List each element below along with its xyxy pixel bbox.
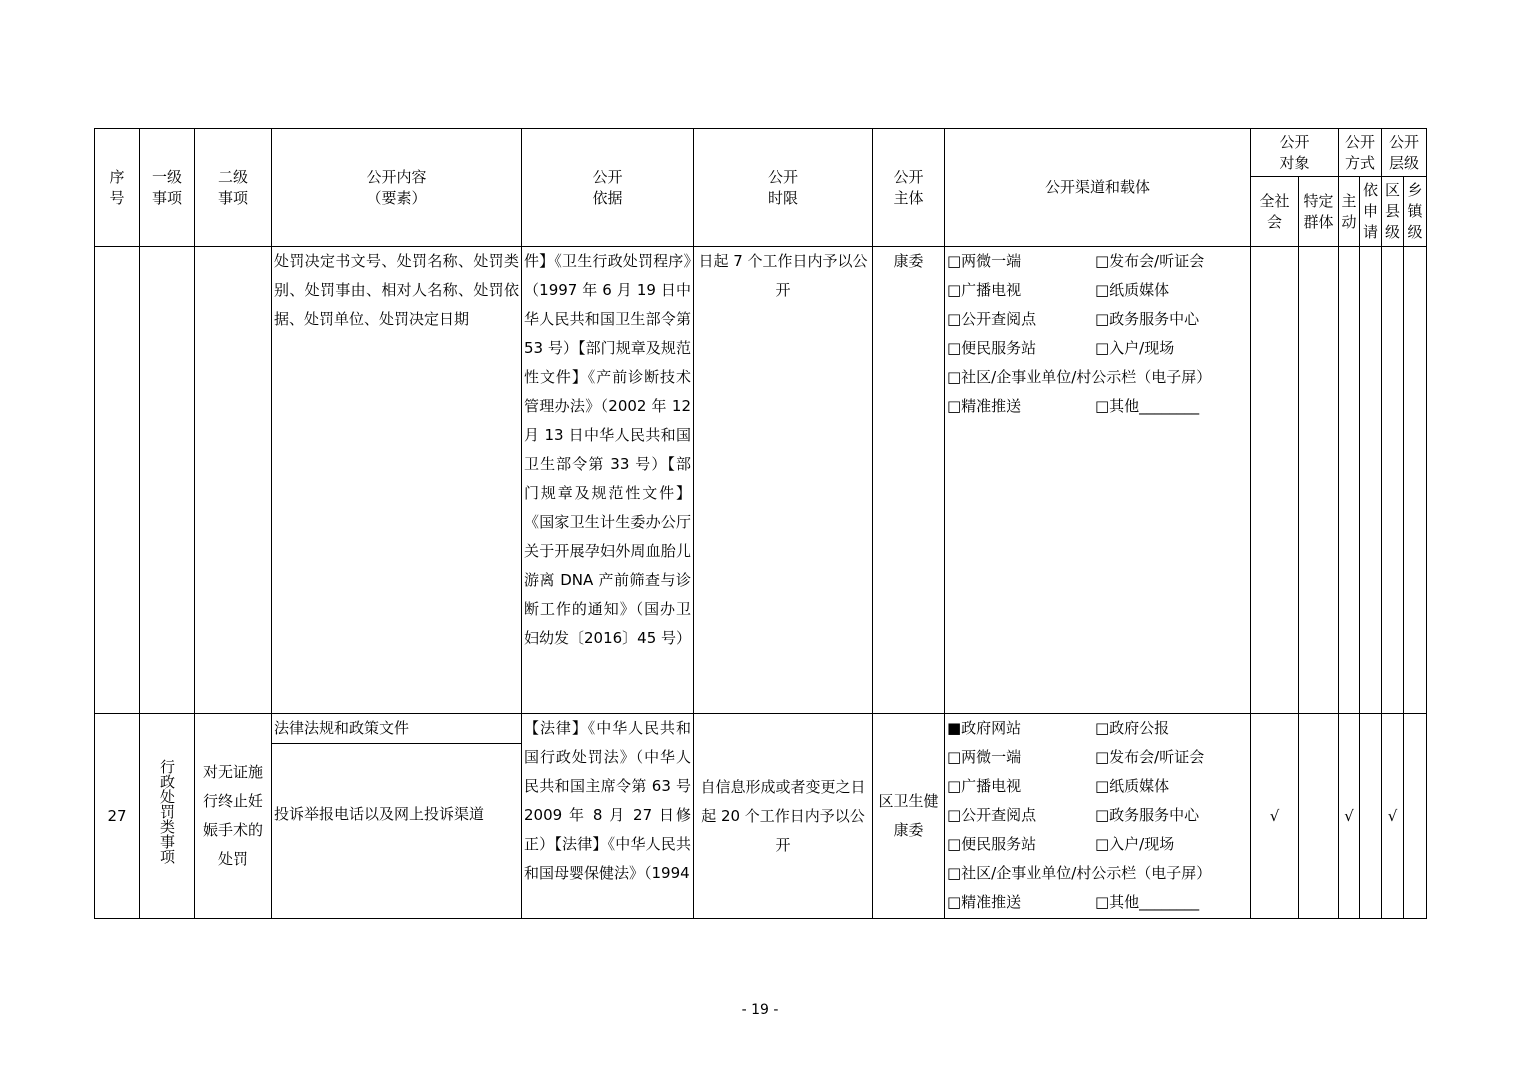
header-basis: 公开依据 [522,129,694,247]
cell-basis: 【法律】《中华人民共和国行政处罚法》（中华人民共和国主席令第 63 号 2009 年 8 月 27 日修正）【法律】《中华人民共和国母婴保健法》（1994 [522,714,694,919]
header-method-apply: 依申请 [1360,177,1382,247]
cell-level1: 行政处罚类事项 [140,714,195,919]
header-channel: 公开渠道和载体 [945,129,1251,247]
channel-item: □精准推送 [947,893,1022,911]
channel-item: □广播电视 [947,281,1022,299]
header-timelimit: 公开时限 [694,129,873,247]
cell-level1 [140,247,195,714]
channel-item: □社区/企事业单位/村公示栏（电子屏） [947,864,1212,882]
page-number: - 19 - [741,1002,779,1018]
header-method-active: 主动 [1339,177,1360,247]
table-row [95,247,1427,714]
header-content: 公开内容（要素） [272,129,522,247]
channel-item: □便民服务站 [947,339,1037,357]
cell-level-town [1404,247,1427,714]
channel-item: □公开查阅点 [947,806,1037,824]
header-method: 公开方式 [1339,129,1382,177]
cell-channel [945,714,1251,919]
channel-item: □社区/企事业单位/村公示栏（电子屏） [947,368,1212,386]
cell-seq: 27 [95,714,140,919]
channel-item: □公开查阅点 [947,310,1037,328]
header-target-all: 全社会 [1251,177,1299,247]
channel-item: □其他________ [1095,397,1200,415]
channel-item: □政务服务中心 [1095,806,1200,824]
cell-level2: 对无证施行终止妊娠手术的处罚 [195,714,272,919]
cell-level-town [1404,714,1427,919]
cell-content: 处罚决定书文号、处罚名称、处罚类别、处罚事由、相对人名称、处罚依据、处罚单位、处罚决定日期 [272,247,522,714]
header-level1: 一级事项 [140,129,195,247]
header-level2: 二级事项 [195,129,272,247]
cell-target-group [1299,714,1339,919]
cell-seq [95,247,140,714]
cell-channel [945,247,1251,714]
header-level: 公开层级 [1382,129,1427,177]
channel-item: □纸质媒体 [1095,777,1170,795]
cell-subject: 康委 [873,247,945,714]
channel-item: □发布会/听证会 [1095,252,1205,270]
channel-item: □其他________ [1095,893,1200,911]
disclosure-table [94,128,1427,919]
header-seq: 序号 [95,129,140,247]
channel-item: □广播电视 [947,777,1022,795]
cell-target-all: √ [1251,714,1299,919]
channel-item: □入户/现场 [1095,339,1175,357]
channel-item: □精准推送 [947,397,1022,415]
cell-level2 [195,247,272,714]
content-item-b: 投诉举报电话以及网上投诉渠道 [274,805,485,823]
header-subject: 公开主体 [873,129,945,247]
cell-method-active [1339,247,1360,714]
cell-timelimit: 自信息形成或者变更之日起 20 个工作日内予以公开 [694,714,873,919]
channel-item: ■政府网站 [947,719,1022,737]
channel-item: □政府公报 [1095,719,1170,737]
cell-content [272,714,522,919]
channel-item: □发布会/听证会 [1095,748,1205,766]
channel-item: □两微一端 [947,748,1022,766]
channel-item: □政务服务中心 [1095,310,1200,328]
cell-subject: 区卫生健康委 [873,714,945,919]
cell-basis: 件】《卫生行政处罚程序》（1997 年 6 月 19 日中华人民共和国卫生部令第 53 号）【部门规章及规范性文件】《产前诊断技术管理办法》（2002 年 12 月 13 日中华人民共和国卫生部令第 33 号）【部门规章及规范性文件】《国家卫生计生委办公厅关于开展孕妇外周血胎儿游离 DNA 产前筛查与诊断工作的通知》（国办卫妇幼发〔2016〕45 号） [522,247,694,714]
channel-item: □便民服务站 [947,835,1037,853]
header-target-group: 特定群体 [1299,177,1339,247]
cell-target-group [1299,247,1339,714]
channel-item: □两微一端 [947,252,1022,270]
cell-method-apply [1360,714,1382,919]
content-item-a: 法律法规和政策文件 [272,714,521,744]
cell-level-district [1382,247,1404,714]
channel-item: □入户/现场 [1095,835,1175,853]
cell-method-apply [1360,247,1382,714]
header-target: 公开对象 [1251,129,1339,177]
header-level-town: 乡镇级 [1404,177,1427,247]
cell-level-district: √ [1382,714,1404,919]
cell-timelimit: 日起 7 个工作日内予以公开 [694,247,873,714]
header-level-district: 区县级 [1382,177,1404,247]
cell-method-active: √ [1339,714,1360,919]
channel-item: □纸质媒体 [1095,281,1170,299]
table-row [95,714,1427,919]
cell-target-all [1251,247,1299,714]
